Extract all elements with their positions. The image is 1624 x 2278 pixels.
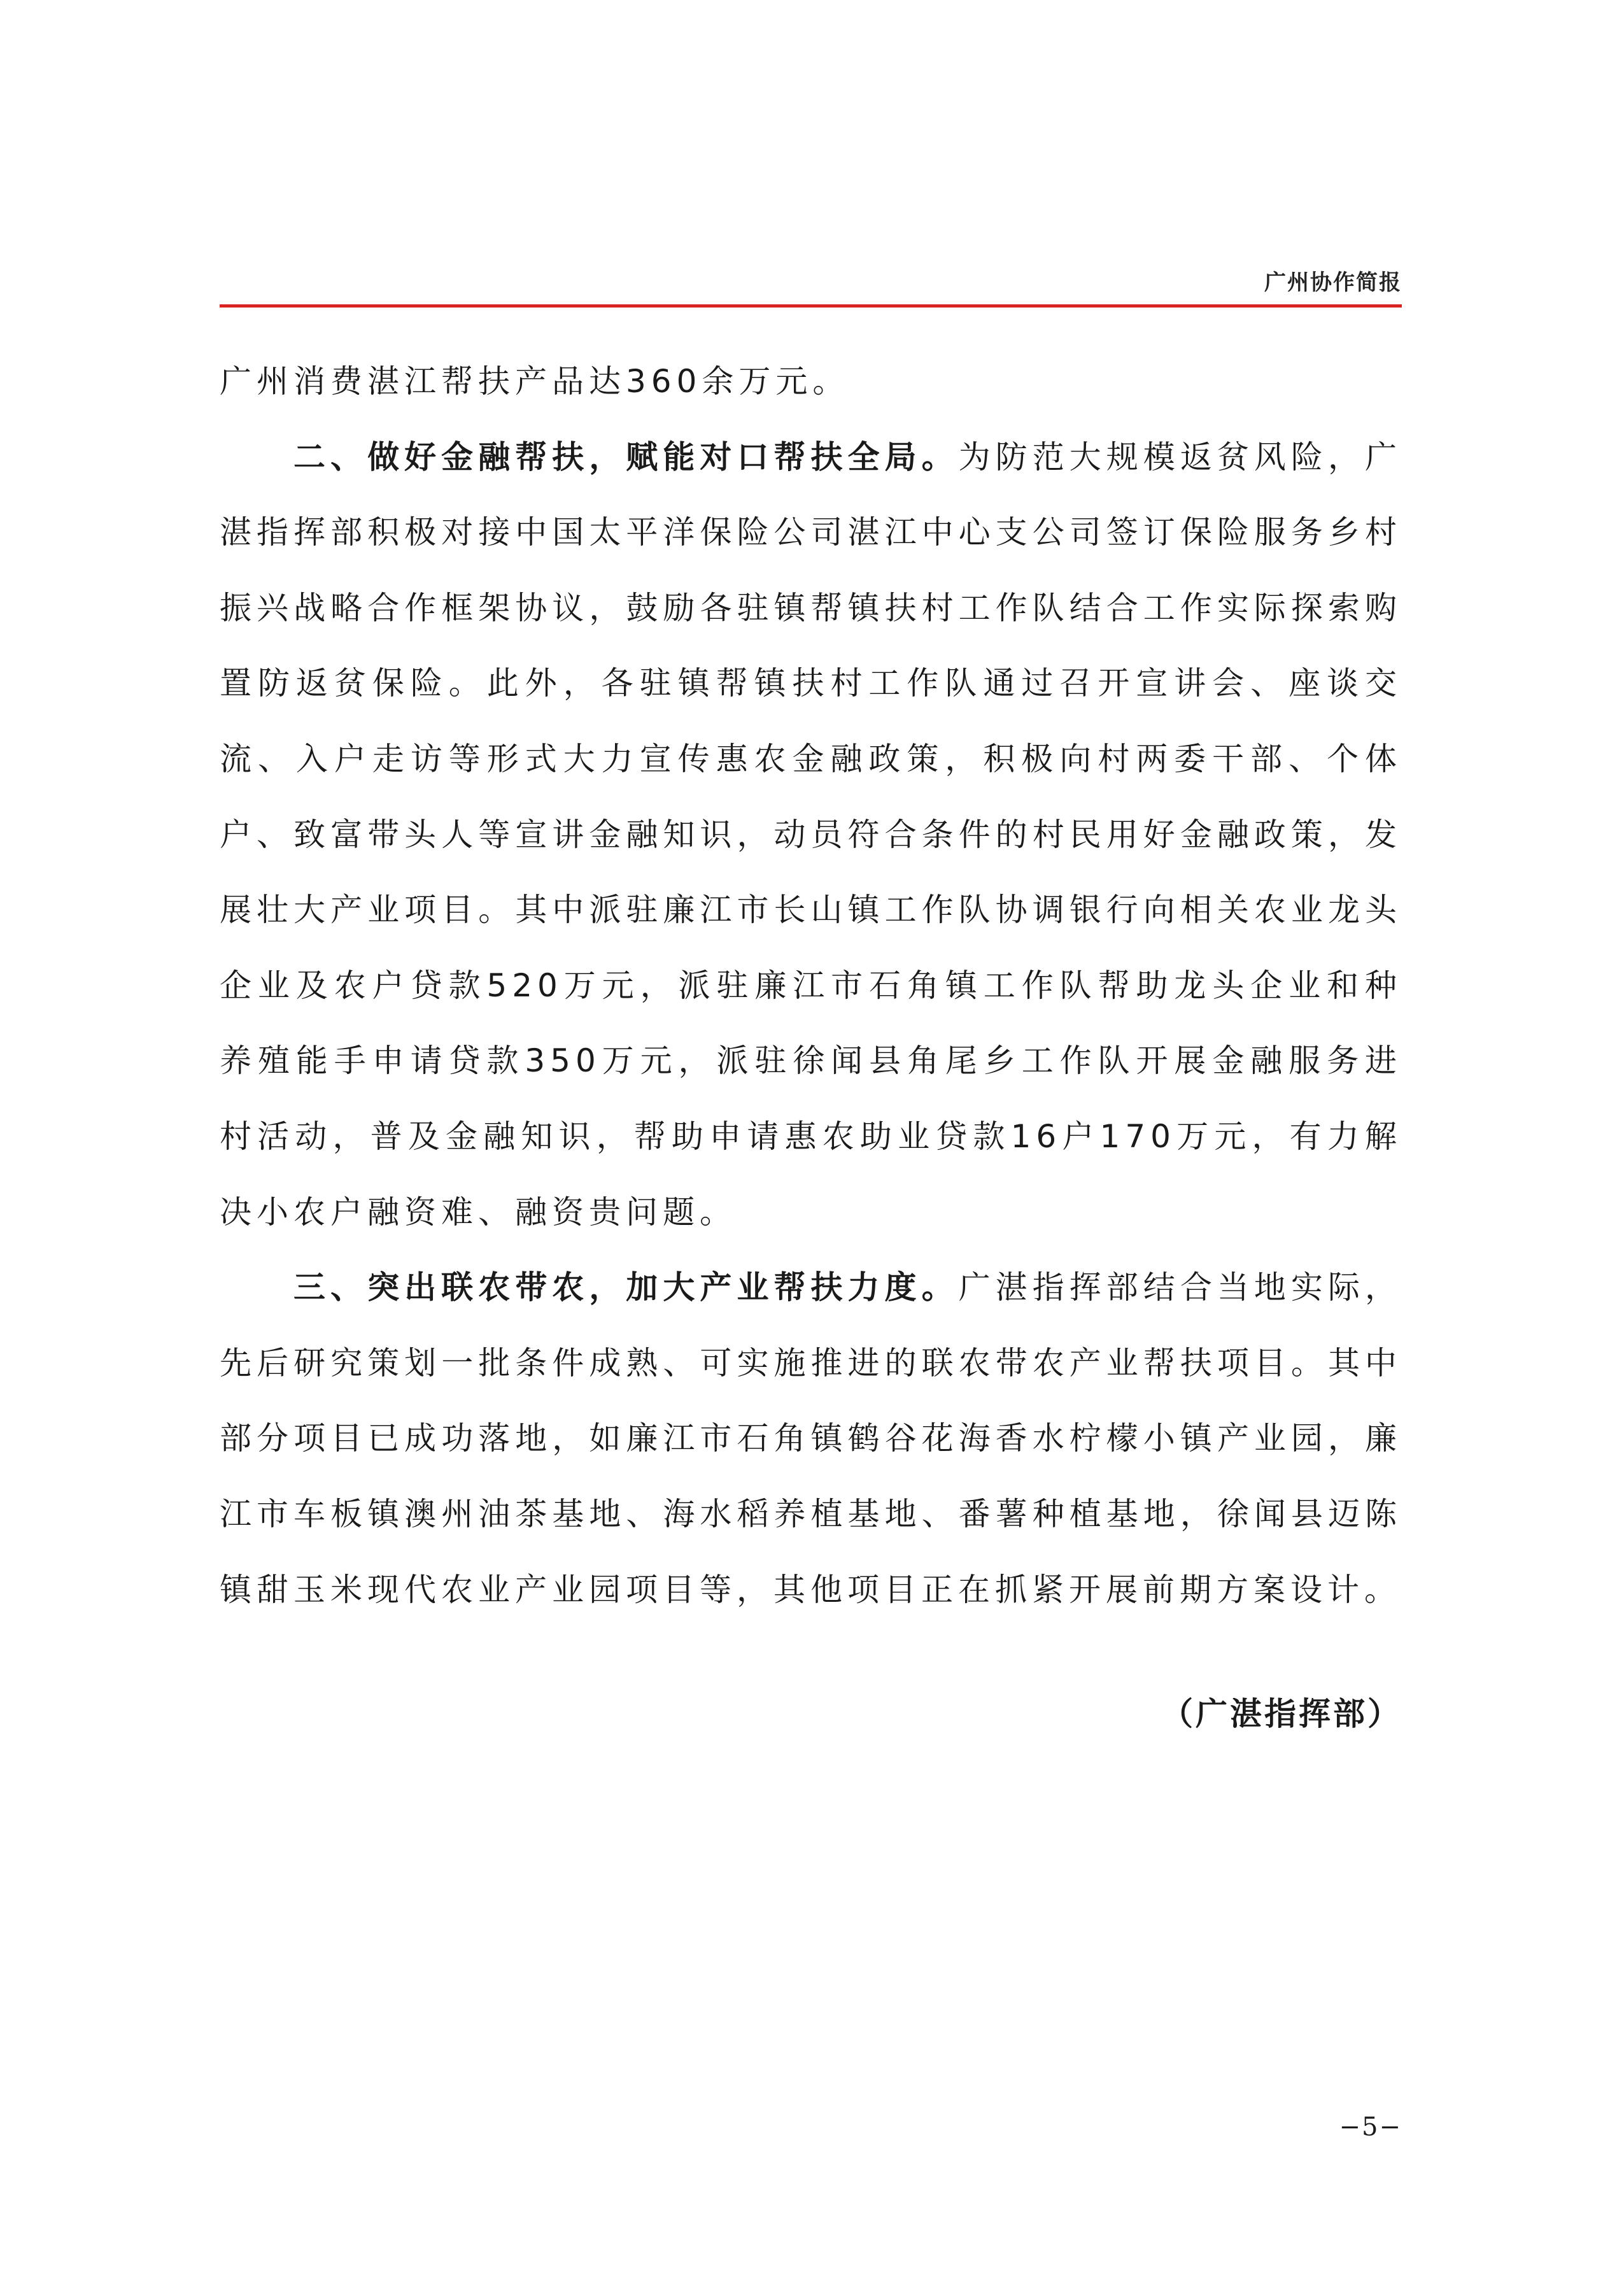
header-divider bbox=[220, 304, 1402, 308]
section-heading-industry: 三、突出联农带农，加大产业帮扶力度。 bbox=[293, 1269, 959, 1306]
section-text-financial: 为防范大规模返贫风险，广湛指挥部积极对接中国太平洋保险公司湛江中心支公司签订保险服务乡村振兴战略合作框架协议，鼓励各驻镇帮镇扶村工作队结合工作实际探索购置防返贫保险。此外，各驻镇帮镇扶村工作队通过召开宣讲会、座谈交流、入户走访等形式大力宣传惠农金融政策，积极向村两委干部、个体户、致富带头人等宣讲金融知识，动员符合条件的村民用好金融政策，发展壮大产业项目。其中派驻廉江市长山镇工作队协调银行向相关农业龙头企业及农户贷款520万元，派驻廉江市石角镇工作队帮助龙头企业和种养殖能手申请贷款350万元，派驻徐闻县角尾乡工作队开展金融服务进村活动，普及金融知识，帮助申请惠农助业贷款16户170万元，有力解决小农户融资难、融资贵问题。 bbox=[220, 438, 1402, 1231]
paragraph-financial-support bbox=[220, 420, 1402, 1250]
section-text-industry: 广湛指挥部结合当地实际，先后研究策划一批条件成熟、可实施推进的联农带农产业帮扶项目。其中部分项目已成功落地，如廉江市石角镇鹤谷花海香水柠檬小镇产业园，廉江市车板镇澳州油茶基地、海水稻养植基地、番薯种植基地，徐闻县迈陈镇甜玉米现代农业产业园项目等，其他项目正在抓紧开展前期方案设计。 bbox=[220, 1269, 1402, 1608]
publication-title: 广州协作简报 bbox=[1264, 270, 1402, 295]
author-signature: （广湛指挥部） bbox=[1161, 1695, 1402, 1732]
section-heading-financial: 二、做好金融帮扶，赋能对口帮扶全局。 bbox=[293, 438, 959, 476]
page-number: −5− bbox=[1339, 2112, 1402, 2142]
paragraph-continuation: 广州消费湛江帮扶产品达360余万元。 bbox=[220, 363, 850, 400]
paragraph-industry-support bbox=[220, 1250, 1402, 1627]
article-body bbox=[220, 344, 1402, 1627]
page-header bbox=[220, 261, 1402, 307]
